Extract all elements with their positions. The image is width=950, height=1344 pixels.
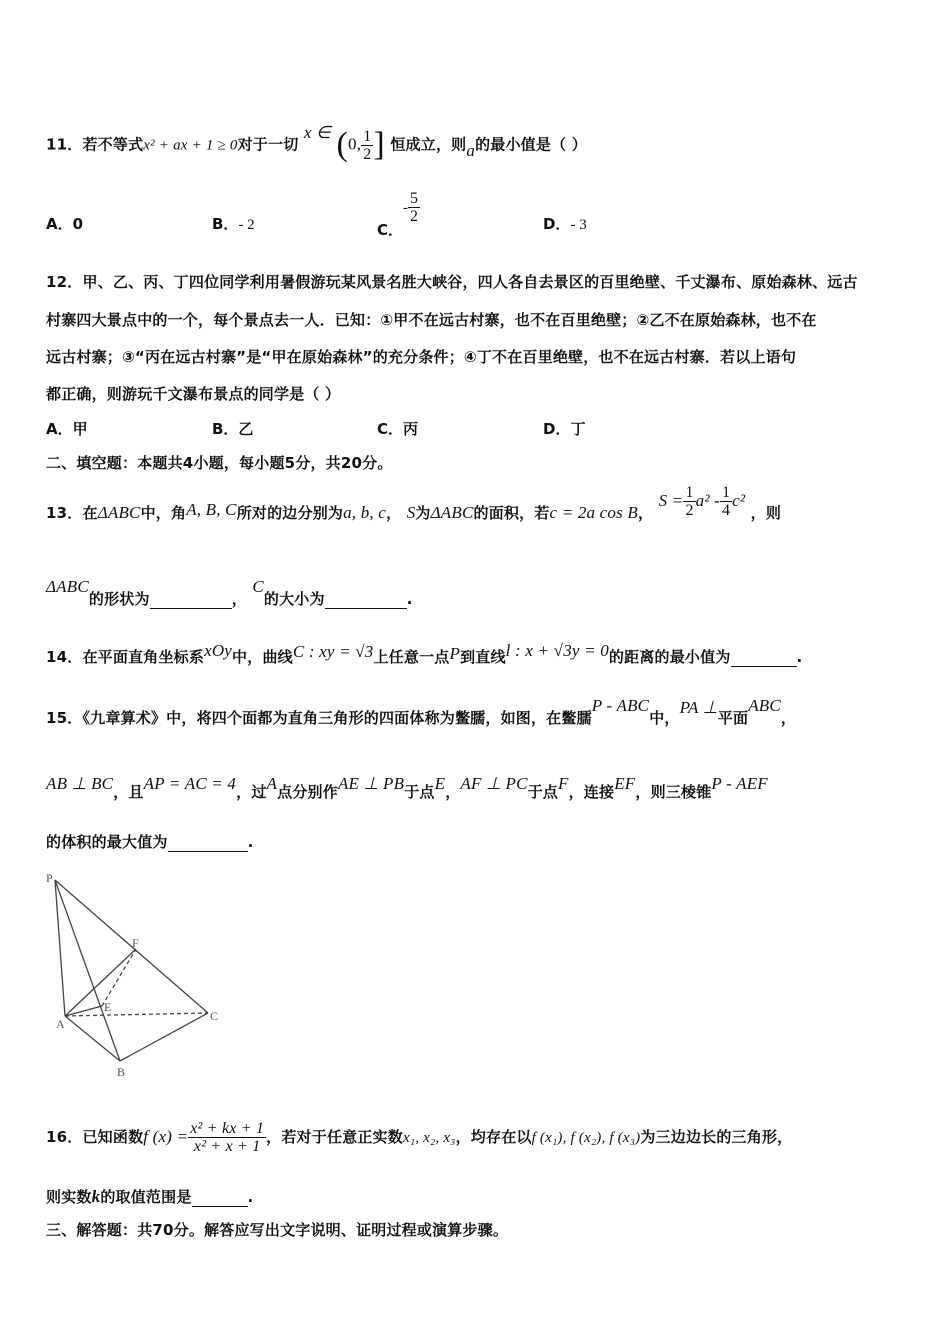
q15-text: ，则三棱锥 [635,783,712,801]
q15-text: ，过 [236,783,267,801]
fraction-denominator: 2 [363,145,372,163]
q15-condition: AB ⊥ BC [46,774,114,793]
q14-curve: C : xy = √3 [292,642,374,661]
q15-blank[interactable] [168,833,248,852]
q16-text: 16．已知函数 [46,1128,144,1146]
q12-line-4: 都正确，则游玩千文瀑布景点的同学是（ ） [46,385,341,403]
formula-part: S = [658,491,684,510]
q15-condition: AF ⊥ PC [460,774,528,793]
q15-pyramid: P - AEF [711,774,768,793]
q12-line-1: 12．甲、乙、丙、丁四位同学利用暑假游玩某风景名胜大峡谷，四人各自去景区的百里绝壁、千丈瀑布、原始森林、远古 [46,273,858,291]
q16-fraction [188,1120,266,1155]
q16-text: 为三边边长的三角形， [640,1128,793,1146]
q16-text: 的取值范围是 [100,1188,192,1206]
option-sign: - [403,200,409,216]
q13-area-formula [658,484,746,519]
q14-text: 中，曲线 [232,648,293,666]
q16-var-k: k [91,1187,101,1206]
option-label: D． [543,215,571,233]
segment-ef [102,949,136,1006]
q16-text: ，均存在以 [455,1128,532,1146]
q13-sides: a, b, c [343,503,387,522]
q13-angle-c: C [252,577,264,596]
q13-text: . [406,590,413,608]
q12-option-a[interactable]: A．甲 [46,420,88,438]
edge-ac [65,1013,208,1016]
q15-perpendicular: PA ⊥ [679,698,718,717]
q15-line-2 [46,774,768,802]
q12-option-b[interactable]: B．乙 [212,420,254,438]
q14-line-equation: l : x + √3y = 0 [505,641,609,660]
q15-point: E [434,774,446,793]
q13-text: 13．在 [46,504,98,522]
q11-interval-right-bracket: ] [373,126,385,163]
q15-text: ，连接 [568,783,615,801]
q11-option-a[interactable] [46,213,83,234]
q15-text: 15．《九章算术》中，将四个面都为直角三角形的四面体称为鳖臑，如图，在鳖臑 [46,709,592,727]
q13-text: 所对的边分别为 [236,504,344,522]
q11-text: 恒成立，则 [390,135,467,154]
q15-text: 于点 [404,783,435,801]
option-fraction [408,190,420,225]
q15-text: ， [780,709,797,727]
q14-blank[interactable] [731,648,797,667]
q12-option-d[interactable]: D．丁 [543,420,586,438]
label-p: P [46,871,53,885]
q14-coord-system: xOy [204,641,233,660]
fraction-denominator: 2 [410,208,419,225]
q15-text: 点分别作 [277,783,338,801]
fraction-numerator: 1 [685,484,694,501]
q15-condition: AE ⊥ PB [337,774,405,793]
formula-fraction [683,484,695,519]
q15-condition: AP = AC = 4 [143,774,237,793]
q13-text: ， [231,590,247,608]
label-f: F [132,936,139,950]
fraction-numerator: 1 [721,484,731,501]
q16-text: 则实数 [46,1188,92,1206]
q16-text: . [247,1188,254,1206]
formula-part: c² [732,491,746,510]
q13-line-1 [46,484,782,531]
label-c: C [210,1009,219,1023]
q13-blank-shape[interactable] [150,590,232,609]
q13-text: ，则 [750,504,782,522]
section-2-heading: 二、填空题：本题共4小题，每小题5分，共20分。 [46,454,393,472]
q13-text: 的面积，若 [473,504,550,522]
option-value: - 2 [238,217,255,233]
q15-text: 于点 [527,783,559,801]
option-label: C． [377,221,404,239]
q13-text: ， [637,504,654,522]
q15-line-1 [46,696,797,728]
q13-text: 为 [415,504,431,522]
q12-line-2: 村寨四大景点中的一个，每个景点去一人．已知：①甲不在远古村寨，也不在百里绝壁；②乙不在原始森林，也不在 [46,311,817,329]
q14-text: . [796,648,803,666]
q15-segment: EF [614,774,636,793]
q11-text: 的最小值是（ ） [475,135,587,154]
q15-text: ， [445,783,461,801]
q11-interval-left-paren: ( [336,126,349,163]
option-label: B． [212,215,239,233]
q15-plane: ABC [748,696,781,715]
fraction-denominator: 4 [721,502,731,519]
label-e: E [104,1000,112,1014]
q13-text: 的大小为 [263,590,325,608]
q11-interval-zero: 0, [348,134,362,154]
option-label: A． [46,215,73,233]
q16-blank[interactable] [192,1188,248,1207]
fraction-denominator: 2 [685,502,694,519]
formula-fraction [720,484,732,519]
q15-text: 的体积的最大值为 [46,833,168,851]
option-value: 0 [72,215,84,233]
q16-line-2 [46,1186,253,1207]
q11-option-d[interactable] [543,213,587,234]
q14-point-p: P [449,644,461,663]
q11-text: 对于一切 [237,135,299,154]
edge-bc [120,1013,208,1061]
q14-text: 上任意一点 [373,648,450,666]
fraction-numerator: 1 [363,127,372,145]
label-a: A [56,1017,65,1031]
q16-text: ，若对于任意正实数 [266,1128,403,1146]
q15-tetrahedron: P - ABC [591,696,650,715]
q14-text: 14．在平面直角坐标系 [46,648,205,666]
q13-area-symbol: S [406,503,416,522]
q15-text: ，且 [113,783,144,801]
q13-line-2 [46,577,413,609]
edge-pa [55,880,65,1016]
q13-text: 中，角 [140,504,187,522]
formula-part: a² - [695,491,720,510]
q16-function-values: f (x₁), f (x₂), f (x₃) [531,1130,641,1146]
q13-condition: c = 2a cos B [549,503,638,522]
q16-variables: x₁, x₂, x₃ [402,1130,456,1146]
q15-text: . [247,833,254,851]
q16-function: f (x) = [143,1127,189,1146]
q13-angles: A, B, C [186,500,237,519]
q11-domain: x ∈ [303,122,332,142]
q15-tetrahedron-figure [40,868,240,1083]
q11-text: 若不等式 [82,135,144,154]
q11-interval-fraction [361,128,373,163]
q14-text: 到直线 [460,648,506,666]
q11-option-b[interactable] [212,213,255,234]
q15-point: F [558,774,569,793]
q13-triangle: ΔABC [430,503,474,522]
fraction-numerator: 5 [410,190,419,207]
q13-blank-angle[interactable] [325,590,407,609]
q15-text: 平面 [717,709,749,727]
q11-option-c[interactable] [377,190,420,239]
q16-line-1 [46,1120,792,1155]
fraction-denominator: x² + x + 1 [193,1138,261,1155]
q15-line-3 [46,831,254,852]
q11-inequality: x² + ax + 1 ≥ 0 [143,137,238,154]
option-value: - 3 [570,217,587,233]
q14-line [46,641,803,667]
q14-text: 的距离的最小值为 [608,648,731,666]
label-b: B [117,1065,126,1079]
q11-var-a: a [466,140,476,160]
section-3-heading: 三、解答题：共70分。解答应写出文字说明、证明过程或演算步骤。 [46,1221,509,1239]
fraction-numerator: x² + kx + 1 [190,1120,265,1137]
q15-text: 中， [649,709,680,727]
q13-triangle: ΔABC [46,577,89,596]
q13-text: ， [386,504,402,522]
q13-text: 的形状为 [88,590,150,608]
q11-line [46,122,587,164]
q12-line-3: 远古村寨；③“丙在远古村寨”是“甲在原始森林”的充分条件；④丁不在百里绝壁，也不在远古村寨．若以上语句 [46,348,797,366]
q12-option-c[interactable]: C．丙 [377,420,419,438]
q13-triangle: ΔABC [97,503,141,522]
q11-number: 11． [46,135,83,154]
q15-point: A [266,774,278,793]
